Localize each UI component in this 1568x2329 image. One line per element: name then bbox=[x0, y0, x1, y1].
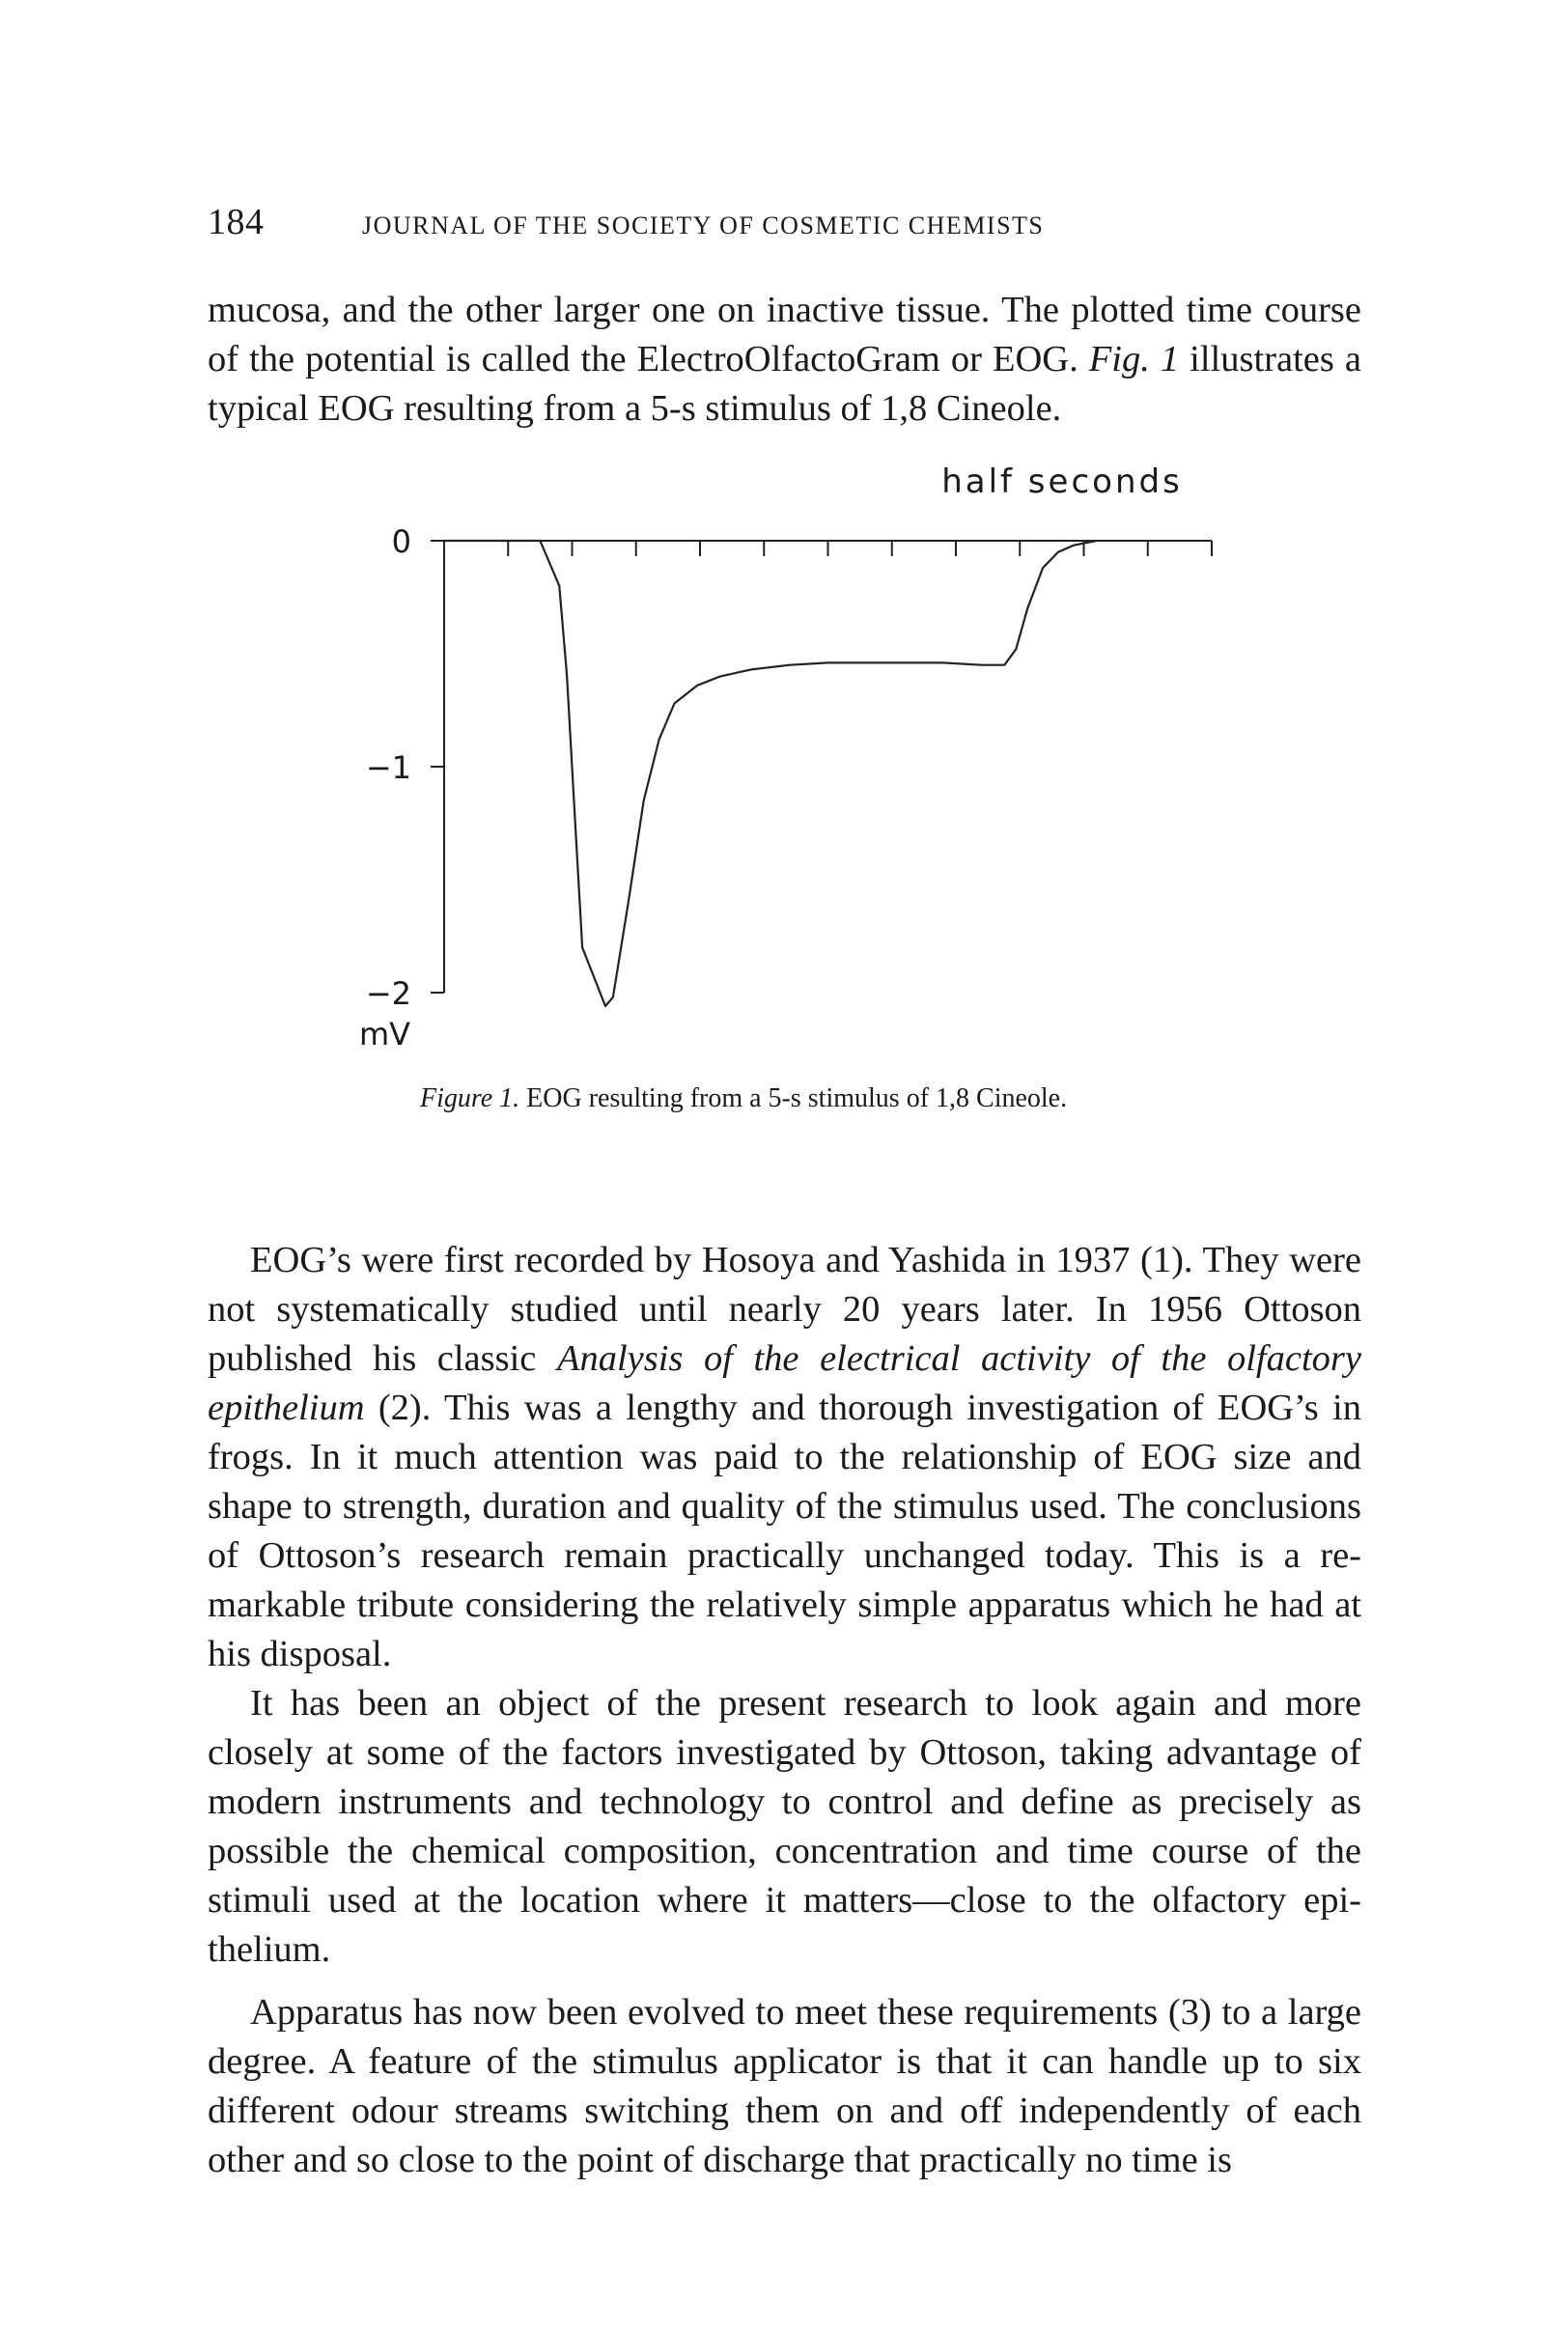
intro-text-1: mucosa, and the other larger one on inactive tissue. The plotted time course of the potential is called the ElectroOlfactoGram or EOG. bbox=[208, 290, 1361, 379]
y-tick-label: 0 bbox=[391, 523, 411, 560]
caption-text: EOG resulting from a 5-s stimulus of 1,8 Cineole. bbox=[519, 1083, 1068, 1113]
y-tick-label: −2 bbox=[365, 975, 411, 1012]
eog-chart bbox=[0, 0, 1568, 1159]
eog-series-line bbox=[444, 541, 1097, 1006]
figure-1 bbox=[0, 0, 1568, 1159]
body-paragraph-2: It has been an object of the present research to look again and more closely at some of the factors investigated by Ottoson, taking advantage of modern instruments and technology to control and define as precisely as possible the chemical composition, concentration and time course of the stimuli used at the location where it matters—close to the olfactory epithelium. bbox=[208, 1683, 1361, 1970]
caption-label: Figure 1. bbox=[420, 1083, 520, 1113]
body-paragraph-1 bbox=[208, 1236, 1361, 1679]
cited-work-title: Analysis of the electrical activity of the olfactory epithelium bbox=[208, 1338, 1361, 1428]
body-paragraph-3: Apparatus has now been evolved to meet these requirements (3) to a large degree. A feature of the stimulus applicator is that it can handle up to six different odour streams switching them on and off independently of each other and so close to the point of discharge that practically no time is bbox=[208, 1992, 1361, 2180]
y-axis-label: mV bbox=[359, 1016, 411, 1052]
y-tick-label: −1 bbox=[365, 749, 411, 786]
page-number: 184 bbox=[208, 202, 265, 242]
figure-reference: Fig. 1 bbox=[1088, 339, 1180, 379]
figure-caption bbox=[420, 1083, 1067, 1114]
intro-text-2: illustrates a typical EOG resulting from a 5-s stimulus of 1,8 Cineole. bbox=[208, 339, 1361, 429]
p1-text-1: EOG’s were first recorded by Hosoya and Yashida in 1937 (1). They were not systematically studied until nearly 20 years later. In 1956 Ottoson published his classic bbox=[208, 1240, 1361, 1379]
body-text bbox=[208, 1236, 1361, 2185]
journal-title: JOURNAL OF THE SOCIETY OF COSMETIC CHEMISTS bbox=[362, 211, 1045, 239]
p1-text-2: (2). This was a lengthy and thorough investigation of EOG’s in frogs. In it much attention was paid to the relationship of EOG size and shape to strength, duration and quality of the stimulus used. The conclusions of Ottoson’s research remain practically unchanged today. This is a remarkable tribute considering the relatively simple apparatus which he had at his disposal. bbox=[208, 1388, 1361, 1674]
x-axis-label: half seconds bbox=[941, 463, 1183, 501]
